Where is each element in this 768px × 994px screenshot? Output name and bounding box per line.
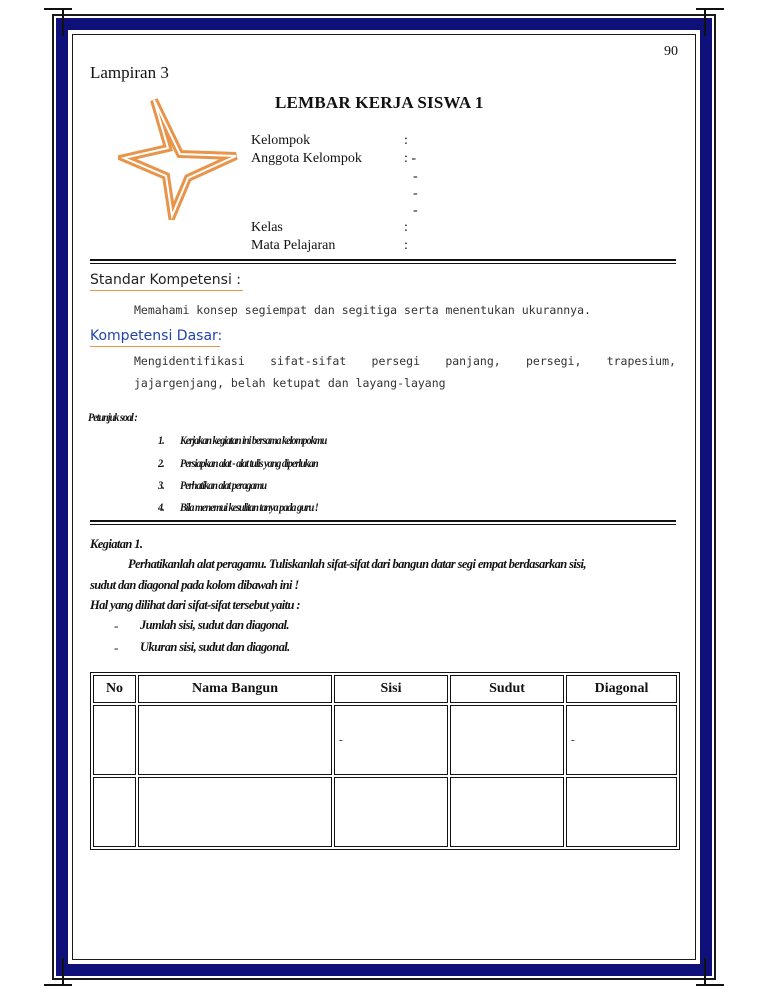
col-diagonal: Diagonal [566,675,677,703]
field-anggota-dash-2: - [413,169,418,184]
page-number: 90 [664,44,678,59]
table-row [93,777,677,847]
field-anggota-sep: : - [404,151,417,166]
petunjuk-heading: Petunjuk soal : [88,410,137,424]
table-cell[interactable] [93,705,136,775]
table-row [93,705,677,775]
petunjuk-item: Persiapkan alat - alat tulis yang diperlukan [180,456,318,470]
kegiatan-bullet: Jumlah sisi, sudut dan diagonal. [140,618,289,632]
table-cell[interactable] [138,777,332,847]
petunjuk-item: Kerjakan kegiatan ini bersama kelompokmu [180,433,327,447]
table-cell-diagonal[interactable]: - [566,705,677,775]
field-anggota-dash-3: - [413,186,418,201]
field-anggota-label: Anggota Kelompok [251,151,362,166]
star-icon [118,96,240,220]
petunjuk-item: Bila menemui kesulitan tanya pada guru ! [180,500,318,514]
table-cell[interactable] [566,777,677,847]
table-cell[interactable] [334,777,448,847]
kegiatan-heading: Kegiatan 1. [90,537,143,551]
divider [90,520,676,525]
petunjuk-num: 4. [158,500,164,514]
standar-heading: Standar Kompetensi : [90,272,242,288]
kompetensi-heading: Kompetensi Dasar: [90,328,223,344]
page-title: LEMBAR KERJA SISWA 1 [275,93,484,112]
petunjuk-num: 1. [158,433,164,447]
col-sudut: Sudut [450,675,564,703]
table-cell[interactable] [138,705,332,775]
bullet-dash: - [114,640,119,655]
kegiatan-para-1: Perhatikanlah alat peragamu. Tuliskanlah sifat-sifat dari bangun datar segi empat berdasarkan sisi, [128,557,586,571]
kegiatan-para-3: Hal yang dilihat dari sifat-sifat tersebut yaitu : [90,598,300,612]
kompetensi-underline [90,346,220,347]
table-header-row [93,675,677,703]
standar-text: Memahami konsep segiempat dan segitiga serta menentukan ukurannya. [134,303,591,317]
kegiatan-bullet: Ukuran sisi, sudut dan diagonal. [140,640,290,654]
field-anggota-dash-4: - [413,203,418,218]
petunjuk-num: 3. [158,478,164,492]
standar-underline [90,290,243,291]
field-kelas-sep: : [404,220,408,235]
lampiran-label: Lampiran 3 [90,63,169,82]
worksheet-table [90,672,680,850]
col-nama-bangun: Nama Bangun [138,675,332,703]
field-mapel-label: Mata Pelajaran [251,238,336,253]
kegiatan-para-2: sudut dan diagonal pada kolom dibawah ini ! [90,578,299,592]
table-cell[interactable] [450,777,564,847]
field-kelas-label: Kelas [251,220,283,235]
kompetensi-word: panjang, [445,354,501,368]
kompetensi-word: persegi [371,354,421,368]
divider [90,259,676,264]
kompetensi-word: persegi, [526,354,582,368]
kompetensi-word: trapesium, [606,354,676,368]
field-mapel-sep: : [404,238,408,253]
kompetensi-word: Mengidentifikasi [134,354,245,368]
petunjuk-item: Perhatikan alat peragamu [180,478,267,492]
table-cell-sisi[interactable]: - [334,705,448,775]
table-cell[interactable] [450,705,564,775]
col-sisi: Sisi [334,675,448,703]
petunjuk-num: 2. [158,456,164,470]
kompetensi-line-1 [134,354,676,368]
kompetensi-word: sifat-sifat [270,354,347,368]
bullet-dash: - [114,618,119,633]
field-kelompok-sep: : [404,133,408,148]
kompetensi-line-2: jajargenjang, belah ketupat dan layang-layang [134,376,446,390]
field-kelompok-label: Kelompok [251,133,311,148]
table-cell[interactable] [93,777,136,847]
col-no: No [93,675,136,703]
